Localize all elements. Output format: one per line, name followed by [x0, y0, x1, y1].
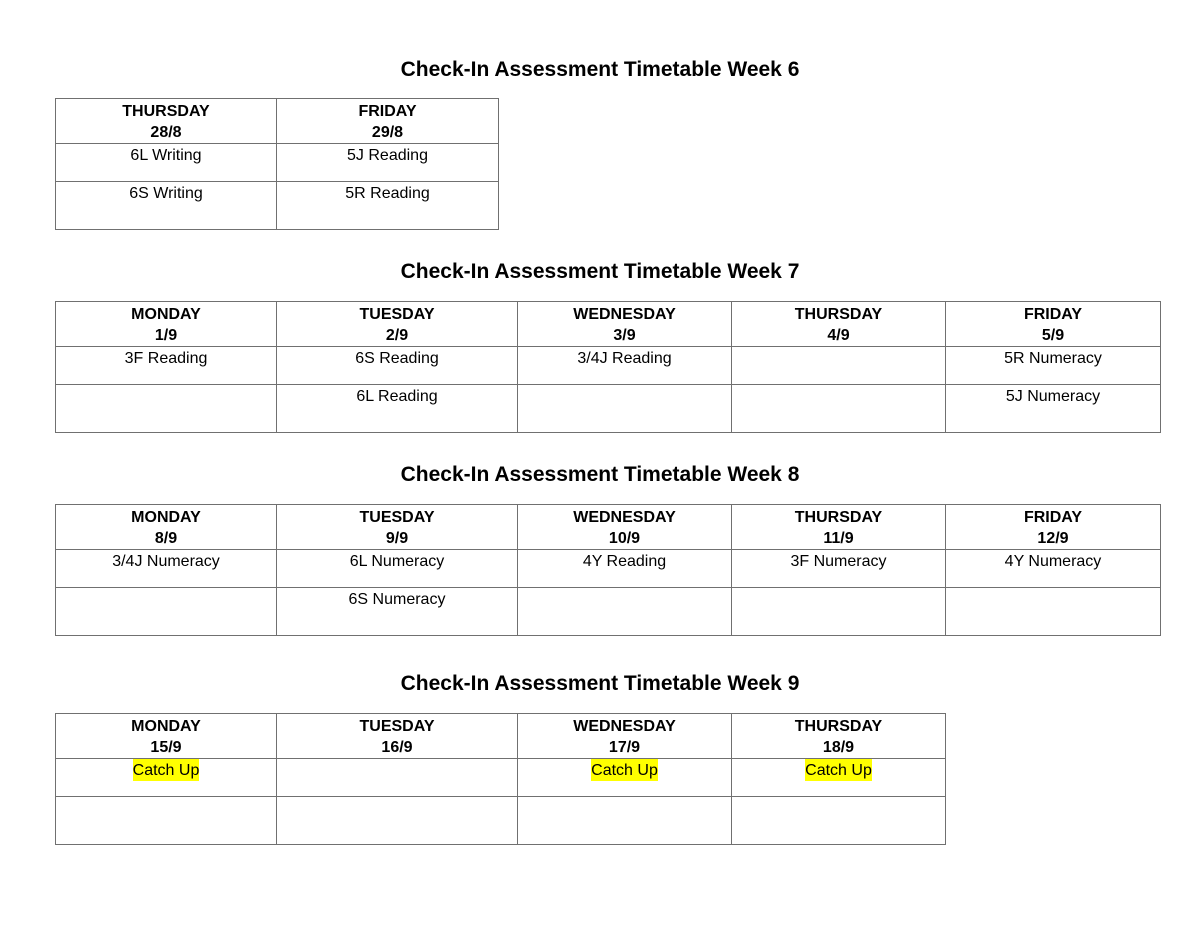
week-8-thursday-slot-1	[732, 550, 946, 588]
table-row	[56, 588, 1161, 636]
date-label: 3/9	[613, 327, 636, 344]
week-9-tuesday-slot-2	[277, 797, 518, 845]
week-9-thursday-slot-2	[732, 797, 946, 845]
date-label: 18/9	[822, 739, 855, 756]
week-7-wednesday-slot-2	[518, 385, 732, 433]
week-7-monday-header	[56, 302, 277, 347]
week-9-title: Check-In Assessment Timetable Week 9	[400, 672, 800, 695]
week-8-friday-slot-1	[946, 550, 1161, 588]
day-label: FRIDAY	[1023, 509, 1083, 526]
cell-text: 6L Numeracy	[349, 553, 445, 570]
week-8-monday-slot-1	[56, 550, 277, 588]
cell-text: 4Y Reading	[582, 553, 667, 570]
week-8-wednesday-header	[518, 505, 732, 550]
day-label: FRIDAY	[1023, 306, 1083, 323]
day-label: MONDAY	[131, 718, 201, 735]
day-label: WEDNESDAY	[573, 718, 676, 735]
day-label: THURSDAY	[122, 103, 210, 120]
week-6-table	[55, 98, 499, 230]
cell-text: 3F Numeracy	[790, 553, 887, 570]
cell-text: 5R Reading	[345, 185, 430, 202]
week-8-monday-slot-2	[56, 588, 277, 636]
date-label: 17/9	[608, 739, 641, 756]
cell-text: 5R Numeracy	[1004, 350, 1102, 367]
catch-up-highlight: Catch Up	[805, 759, 872, 781]
day-label: THURSDAY	[794, 306, 883, 323]
week-9-monday-slot-2	[56, 797, 277, 845]
day-label: THURSDAY	[794, 718, 883, 735]
table-row	[56, 144, 499, 182]
week-6-title: Check-In Assessment Timetable Week 6	[400, 58, 800, 81]
week-7-monday-slot-2	[56, 385, 277, 433]
date-label: 12/9	[1037, 530, 1069, 547]
cell-text: 6S Writing	[129, 185, 203, 202]
cell-text: 5J Reading	[347, 147, 428, 164]
table-row	[56, 385, 1161, 433]
week-8-friday-slot-2	[946, 588, 1161, 636]
week-7-tuesday-header	[277, 302, 518, 347]
week-6-friday-slot-1	[277, 144, 499, 182]
cell-text: 6S Reading	[355, 350, 439, 367]
cell-text: 3/4J Reading	[577, 350, 672, 367]
date-label: 1/9	[154, 327, 178, 344]
week-9-table	[55, 713, 946, 845]
table-row	[56, 759, 946, 797]
week-8-thursday-header	[732, 505, 946, 550]
date-label: 9/9	[385, 530, 409, 547]
table-row	[56, 182, 499, 230]
week-9-tuesday-slot-1	[277, 759, 518, 797]
week-9-header-row	[56, 714, 946, 759]
week-9-wednesday-header	[518, 714, 732, 759]
week-8-tuesday-header	[277, 505, 518, 550]
week-7-table	[55, 301, 1161, 433]
week-7-thursday-header	[732, 302, 946, 347]
week-8-tuesday-slot-2	[277, 588, 518, 636]
cell-text: 6L Reading	[356, 388, 438, 405]
catch-up-highlight: Catch Up	[133, 759, 200, 781]
day-label: MONDAY	[131, 509, 201, 526]
week-9-monday-slot-1	[56, 759, 277, 797]
week-7-wednesday-slot-1	[518, 347, 732, 385]
week-7-header-row	[56, 302, 1161, 347]
week-8-thursday-slot-2	[732, 588, 946, 636]
week-9-monday-header	[56, 714, 277, 759]
week-7-friday-header	[946, 302, 1161, 347]
week-8-tuesday-slot-1	[277, 550, 518, 588]
cell-text: 4Y Numeracy	[1004, 553, 1102, 570]
week-7-title: Check-In Assessment Timetable Week 7	[400, 260, 800, 283]
week-8-friday-header	[946, 505, 1161, 550]
date-label: 28/8	[150, 124, 182, 141]
week-6-header-row	[56, 99, 499, 144]
day-label: TUESDAY	[359, 306, 435, 323]
week-6-thursday-header	[56, 99, 277, 144]
day-label: FRIDAY	[358, 103, 417, 120]
cell-text: 6L Writing	[130, 147, 202, 164]
week-6-friday-header	[277, 99, 499, 144]
date-label: 5/9	[1041, 327, 1065, 344]
week-8-table	[55, 504, 1161, 636]
catch-up-highlight: Catch Up	[591, 759, 658, 781]
week-7-friday-slot-1	[946, 347, 1161, 385]
day-label: TUESDAY	[359, 718, 435, 735]
week-7-tuesday-slot-1	[277, 347, 518, 385]
week-7-tuesday-slot-2	[277, 385, 518, 433]
week-8-monday-header	[56, 505, 277, 550]
date-label: 8/9	[154, 530, 178, 547]
week-8-header-row	[56, 505, 1161, 550]
table-row	[56, 797, 946, 845]
cell-text: 5J Numeracy	[1005, 388, 1101, 405]
week-9-thursday-header	[732, 714, 946, 759]
day-label: TUESDAY	[359, 509, 435, 526]
date-label: 2/9	[385, 327, 409, 344]
week-6-friday-slot-2	[277, 182, 499, 230]
cell-text: 6S Numeracy	[348, 591, 446, 608]
table-row	[56, 347, 1161, 385]
week-8-wednesday-slot-1	[518, 550, 732, 588]
date-label: 10/9	[608, 530, 641, 547]
week-8-wednesday-slot-2	[518, 588, 732, 636]
date-label: 29/8	[371, 124, 404, 141]
day-label: WEDNESDAY	[573, 306, 676, 323]
date-label: 15/9	[150, 739, 182, 756]
date-label: 11/9	[823, 530, 854, 547]
week-7-thursday-slot-2	[732, 385, 946, 433]
week-7-wednesday-header	[518, 302, 732, 347]
day-label: MONDAY	[131, 306, 201, 323]
week-6-thursday-slot-2	[56, 182, 277, 230]
day-label: WEDNESDAY	[573, 509, 676, 526]
week-9-wednesday-slot-1	[518, 759, 732, 797]
week-9-wednesday-slot-2	[518, 797, 732, 845]
date-label: 4/9	[827, 327, 850, 344]
cell-text: 3/4J Numeracy	[112, 553, 220, 570]
day-label: THURSDAY	[794, 509, 883, 526]
date-label: 16/9	[381, 739, 413, 756]
week-7-thursday-slot-1	[732, 347, 946, 385]
week-7-friday-slot-2	[946, 385, 1161, 433]
table-row	[56, 550, 1161, 588]
week-8-title: Check-In Assessment Timetable Week 8	[400, 463, 800, 486]
week-7-monday-slot-1	[56, 347, 277, 385]
week-6-thursday-slot-1	[56, 144, 277, 182]
cell-text: 3F Reading	[124, 350, 208, 367]
week-9-thursday-slot-1	[732, 759, 946, 797]
week-9-tuesday-header	[277, 714, 518, 759]
